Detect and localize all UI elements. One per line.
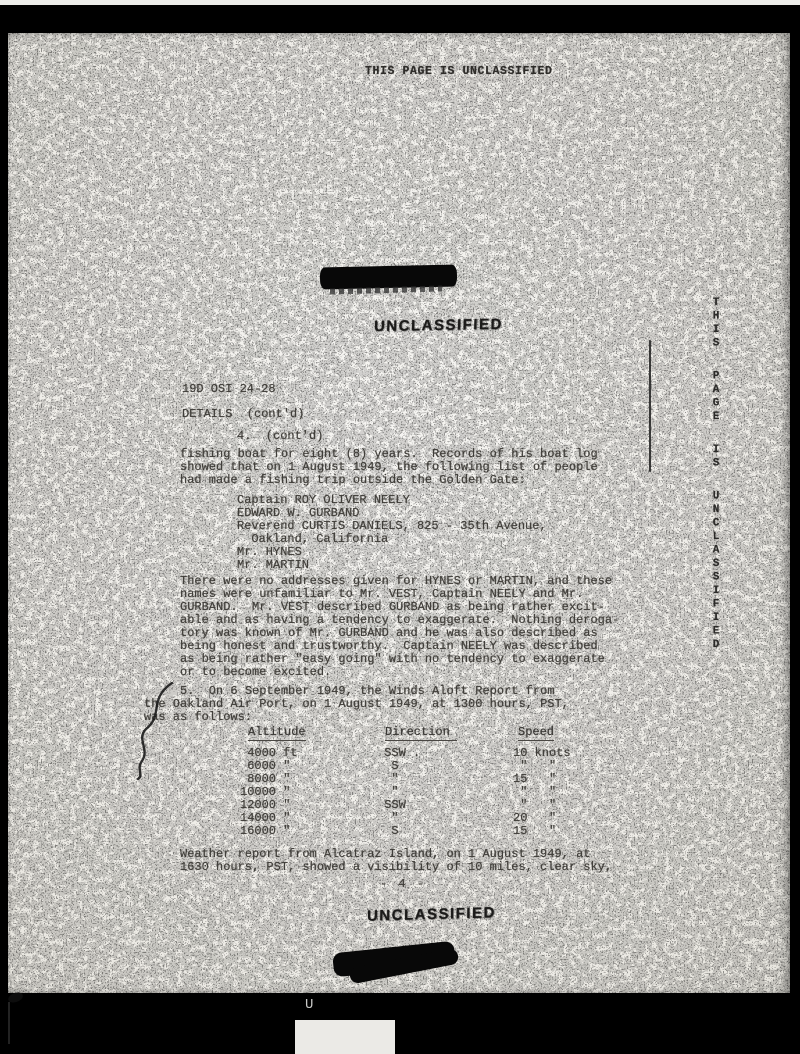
cell-speed: " "	[513, 759, 557, 773]
text-line: 1630 hours, PST, showed a visibility of 10 miles, clear sky,	[180, 860, 613, 874]
cell-direction: "	[377, 785, 399, 799]
cell-speed: 15 "	[513, 824, 557, 838]
unclassified-stamp-bottom: UNCLASSIFIED	[366, 904, 496, 925]
text-line: GURBAND. Mr. VEST described GURBAND as being rather excit-	[180, 600, 605, 614]
cell-altitude: 14000 "	[240, 811, 291, 825]
passenger-name-list	[237, 494, 547, 572]
text-line: the Oakland Air Port, on 1 August 1949, at 1300 hours, PST,	[144, 697, 569, 711]
unclassified-stamp-top: UNCLASSIFIED	[373, 315, 504, 336]
cell-altitude: 10000 "	[240, 785, 291, 799]
pen-curve-margin-mark	[134, 681, 178, 781]
text-line: able and as having a tendency to exaggerate. Nothing deroga-	[180, 613, 620, 627]
cell-direction: "	[377, 811, 399, 825]
cell-direction: S	[377, 759, 399, 773]
text-line: was as follows:	[144, 710, 253, 724]
side-classification-banner: THIS PAGE IS UNCLASSIFIED	[710, 297, 722, 653]
text-line: had made a fishing trip outside the Golden Gate:	[180, 473, 526, 487]
table-row	[240, 825, 571, 838]
cell-altitude: 16000 "	[240, 824, 291, 838]
stray-ink-tick	[8, 1002, 10, 1018]
scanner-top-strip	[0, 0, 800, 5]
cell-direction: "	[377, 772, 399, 786]
winds-aloft-table	[240, 725, 620, 855]
table-header-direction: Direction	[385, 725, 458, 739]
table-header-speed: Speed	[518, 725, 555, 739]
paper-crease-line	[8, 33, 11, 993]
document-page	[8, 33, 790, 993]
cell-direction: SSW	[377, 798, 406, 812]
item-heading: 4. (cont'd)	[237, 429, 324, 443]
text-line: fishing boat for eight (8) years. Records of his boat log	[180, 447, 598, 461]
cell-direction: SSW .	[377, 746, 421, 760]
stray-ink-tick	[8, 1018, 10, 1044]
next-page-peek-character: U	[305, 997, 314, 1013]
paragraph-winds-aloft	[144, 685, 569, 724]
cell-speed: " "	[513, 785, 557, 799]
text-line: showed that on 1 August 1949, the following list of people	[180, 460, 598, 474]
document-reference-number: 19D OSI 24-28	[182, 382, 276, 396]
table-rows	[240, 747, 571, 838]
cell-altitude: 12000 "	[240, 798, 291, 812]
cell-speed: 15 "	[513, 772, 557, 786]
cell-altitude: 8000 "	[240, 772, 291, 786]
list-item: Oakland, California	[237, 532, 389, 546]
cell-direction: S	[377, 824, 399, 838]
list-item: Reverend CURTIS DANIELS, 825 - 35th Avenue,	[237, 519, 547, 533]
text-line: or to become excited.	[180, 665, 332, 679]
list-item: Captain ROY OLIVER NEELY	[237, 493, 410, 507]
text-line: 5. On 6 September 1949, the Winds Aloft Report from	[144, 684, 555, 698]
cell-speed: " "	[513, 798, 557, 812]
list-item: Mr. HYNES	[237, 545, 302, 559]
text-line: Weather report from Alcatraz Island, on 1 August 1949, at	[180, 847, 591, 861]
paragraph-witness-descriptions	[180, 575, 619, 679]
cell-speed: 20 "	[513, 811, 557, 825]
cell-altitude: 6000 "	[240, 759, 291, 773]
cell-altitude: 4000 ft	[240, 746, 298, 760]
list-item: Mr. MARTIN	[237, 558, 310, 572]
scan-artifact-vertical-line	[649, 340, 651, 472]
text-line: There were no addresses given for HYNES or MARTIN, and these	[180, 574, 613, 588]
page-number: - 4 -	[380, 877, 427, 891]
text-line: names were unfamiliar to Mr. VEST, Captain NEELY and Mr.	[180, 587, 584, 601]
list-item: EDWARD W. GURBAND	[237, 506, 360, 520]
paragraph-fishing-boat	[180, 448, 598, 487]
text-line: as being rather "easy going" with no tendency to exaggerate	[180, 652, 605, 666]
section-heading: DETAILS (cont'd)	[182, 407, 305, 421]
table-header-altitude: Altitude	[248, 725, 306, 739]
next-page-fragment	[295, 1020, 395, 1054]
text-line: being honest and trustworthy. Captain NEELY was described	[180, 639, 598, 653]
cell-speed: 10 knots	[513, 746, 571, 760]
top-classification-banner: THIS PAGE IS UNCLASSIFIED	[365, 65, 553, 78]
paragraph-weather-report	[180, 848, 612, 874]
text-line: tory was known of Mr. GURBAND and he was also described as	[180, 626, 598, 640]
